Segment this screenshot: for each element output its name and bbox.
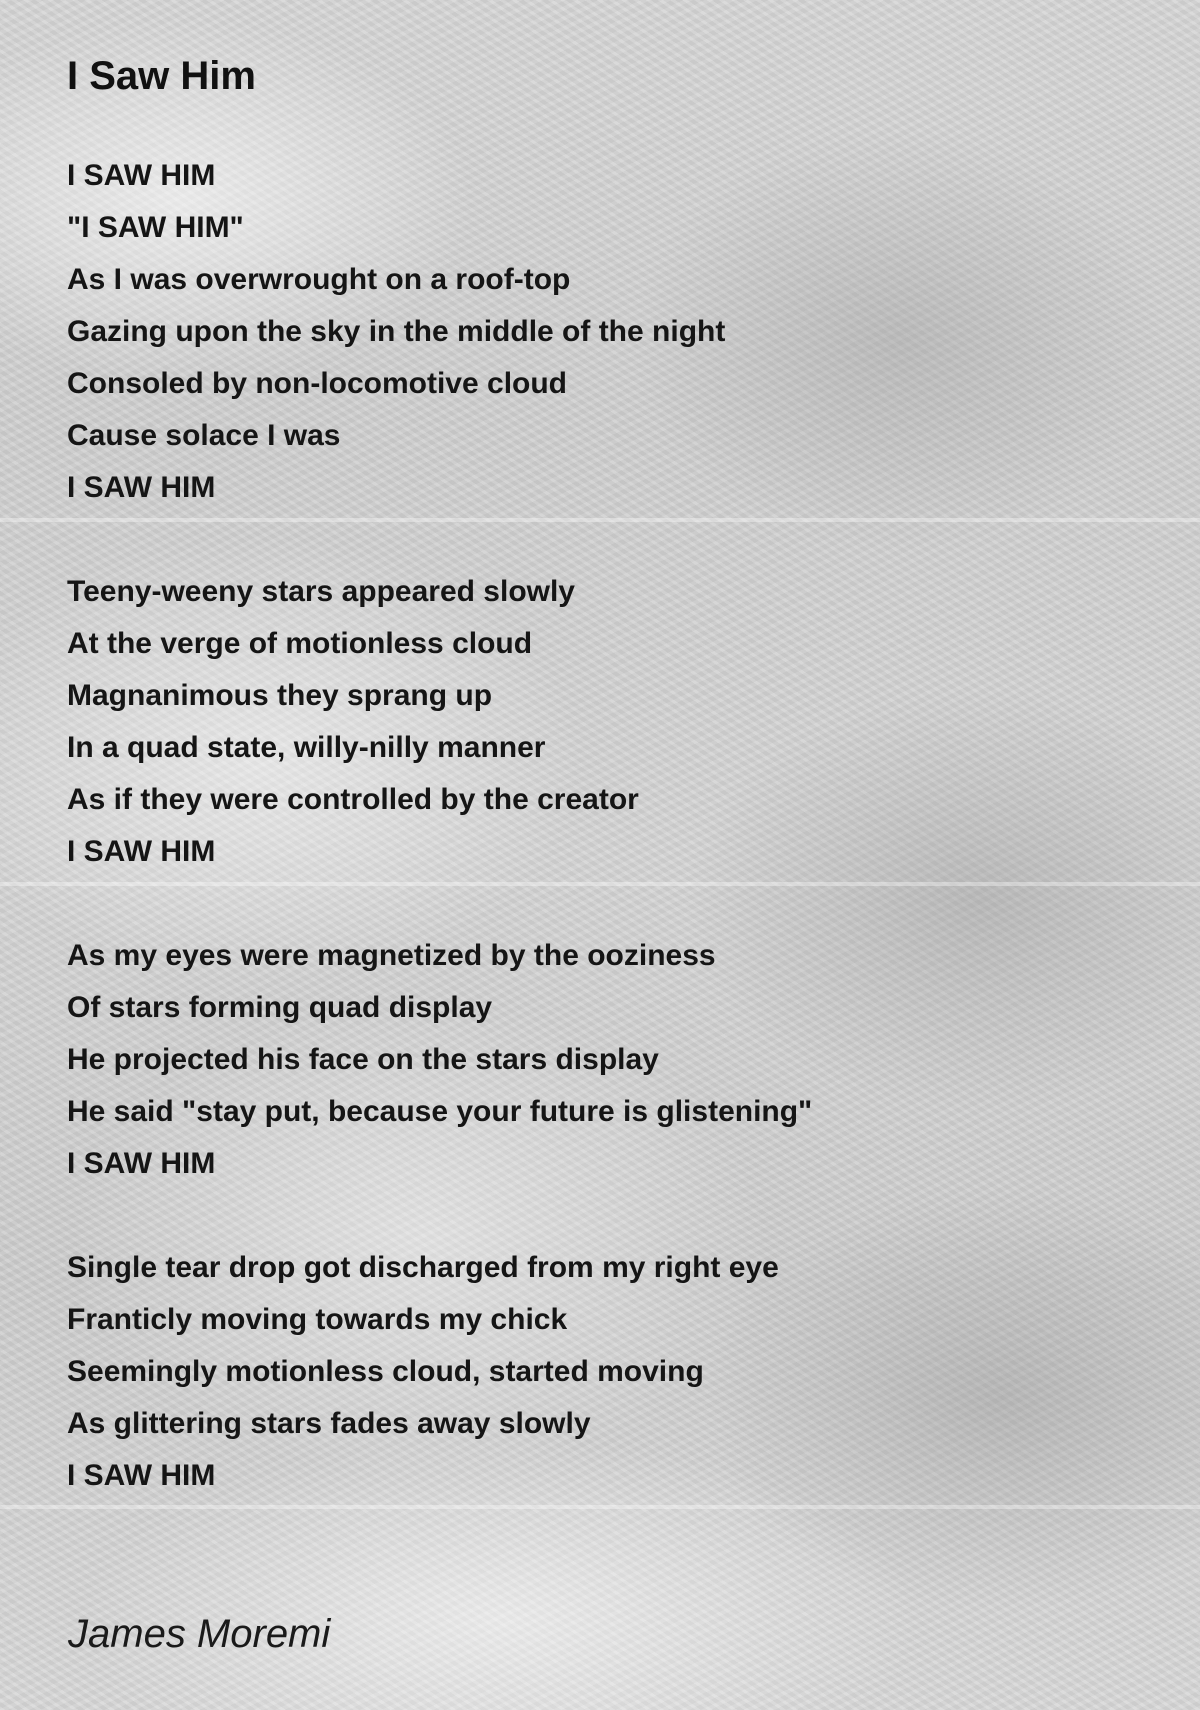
poem-line: He projected his face on the stars display bbox=[67, 1043, 659, 1076]
poem-line: Magnanimous they sprang up bbox=[67, 679, 493, 712]
poem-line: As glittering stars fades away slowly bbox=[67, 1407, 591, 1440]
stanza-3 bbox=[67, 930, 1167, 1190]
poem-line: Gazing upon the sky in the middle of the night bbox=[67, 315, 726, 348]
poem-line: I SAW HIM bbox=[67, 835, 216, 868]
poem-line: As if they were controlled by the creator bbox=[67, 783, 639, 816]
poem-line: "I SAW HIM" bbox=[67, 211, 244, 244]
poem-line: Teeny-weeny stars appeared slowly bbox=[67, 575, 575, 608]
poem-line: I SAW HIM bbox=[67, 1459, 216, 1492]
author-signature: James Moremi bbox=[68, 1612, 331, 1656]
poem-line: Seemingly motionless cloud, started moving bbox=[67, 1355, 704, 1388]
stanza-2 bbox=[67, 566, 1167, 878]
poem-line: I SAW HIM bbox=[67, 1147, 216, 1180]
poem-body bbox=[67, 150, 1167, 1502]
poem-line: In a quad state, willy-nilly manner bbox=[67, 731, 546, 764]
poem-line: As I was overwrought on a roof-top bbox=[67, 263, 571, 296]
stanza-4 bbox=[67, 1242, 1167, 1502]
poem-line: Cause solace I was bbox=[67, 419, 341, 452]
poem-line: I SAW HIM bbox=[67, 471, 216, 504]
poem-line: At the verge of motionless cloud bbox=[67, 627, 533, 660]
background-band-3 bbox=[0, 1505, 1200, 1509]
poem-line: He said "stay put, because your future is glistening" bbox=[67, 1095, 813, 1128]
poem-line: Single tear drop got discharged from my right eye bbox=[67, 1251, 779, 1284]
stanza-1 bbox=[67, 150, 1167, 514]
poem-line: I SAW HIM bbox=[67, 159, 216, 192]
poem-line: As my eyes were magnetized by the ooziness bbox=[67, 939, 716, 972]
poem-line: Of stars forming quad display bbox=[67, 991, 493, 1024]
poem-title: I Saw Him bbox=[67, 54, 256, 98]
poem-line: Consoled by non-locomotive cloud bbox=[67, 367, 568, 400]
poem-line: Franticly moving towards my chick bbox=[67, 1303, 568, 1336]
